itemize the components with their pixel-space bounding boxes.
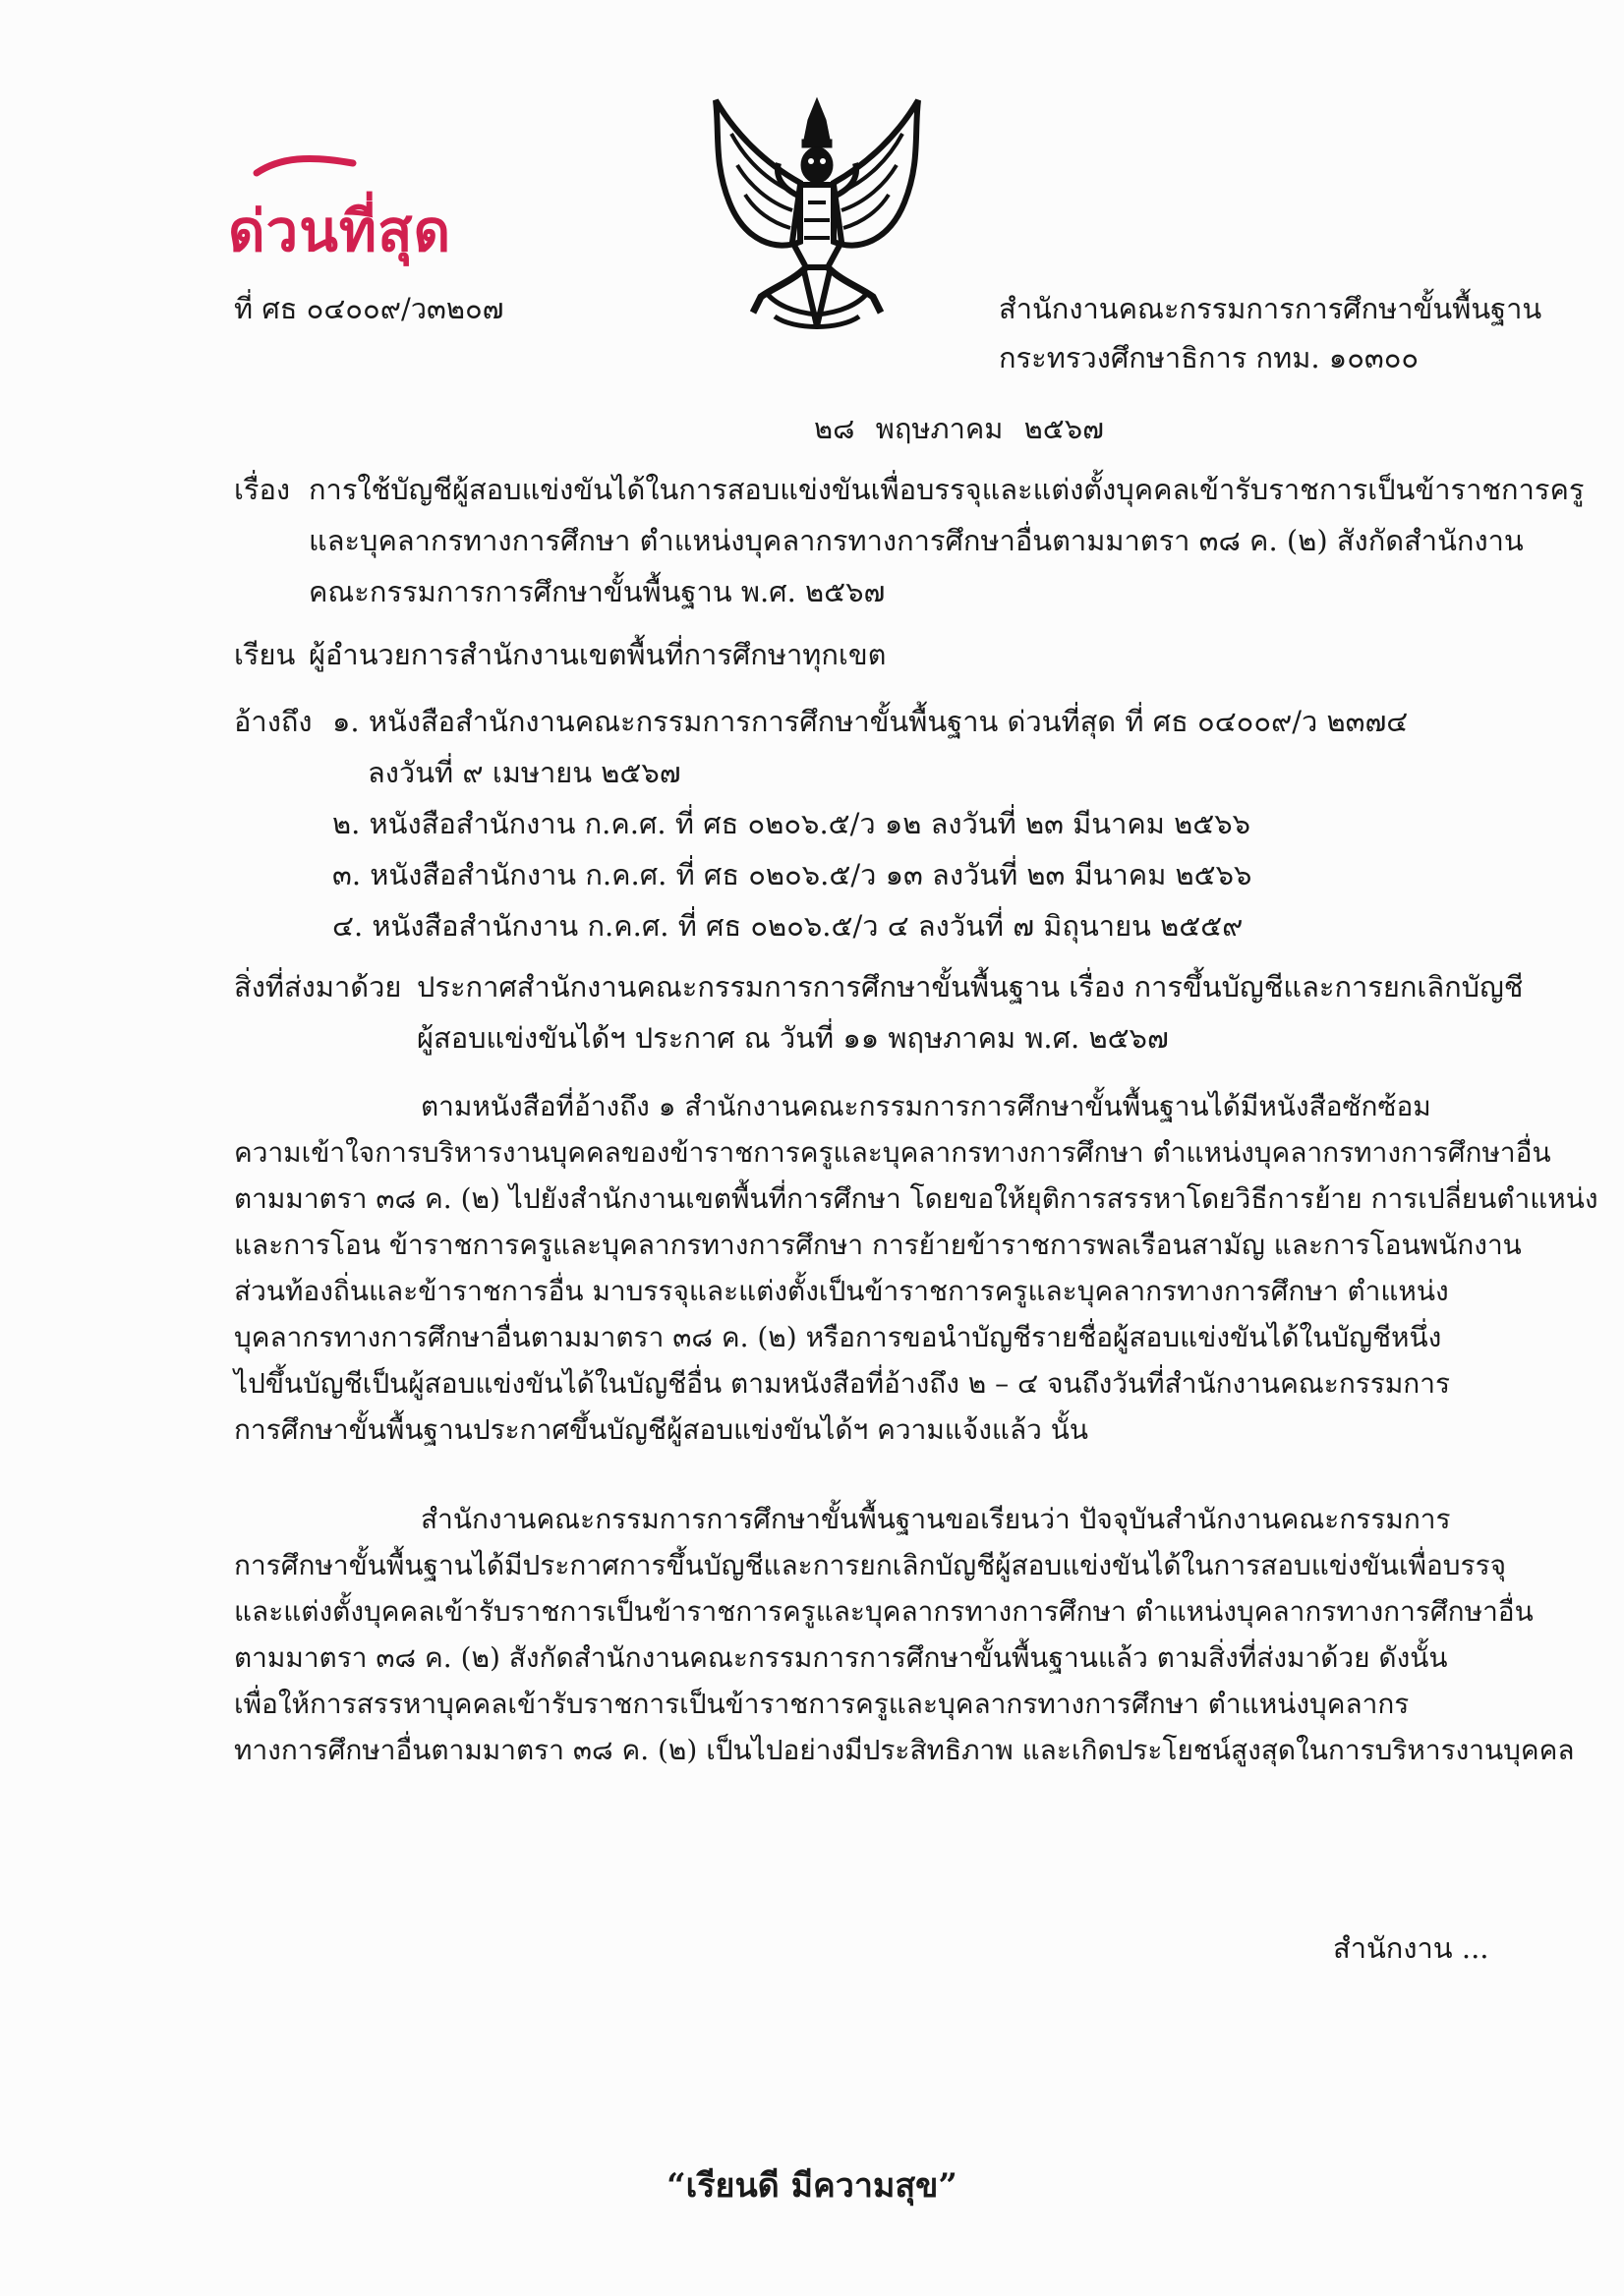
document-number: ที่ ศธ ๐๔๐๐๙/ว๓๒๐๗ — [234, 292, 504, 325]
paragraph-2-line: เพื่อให้การสรรหาบุคคลเข้ารับราชการเป็นข้าราชการครูและบุคลากรทางการศึกษา ตำแหน่งบุคลากร — [234, 1688, 1410, 1720]
paragraph-1-line: ไปขึ้นบัญชีเป็นผู้สอบแข่งขันได้ในบัญชีอื่น ตามหนังสือที่อ้างถึง ๒ – ๔ จนถึงวันที่สำนักงานคณะกรรมการ — [234, 1367, 1451, 1400]
footer-motto: “เรียนดี มีความสุข” — [667, 2166, 957, 2206]
reference-item-3: ๓. หนังสือสำนักงาน ก.ค.ศ. ที่ ศธ ๐๒๐๖.๕/ว ๑๓ ลงวันที่ ๒๓ มีนาคม ๒๕๖๖ — [332, 858, 1252, 891]
reference-item-1-date: ลงวันที่ ๙ เมษายน ๒๕๖๗ — [368, 756, 681, 789]
enclosure-line-1: ประกาศสำนักงานคณะกรรมการการศึกษาขั้นพื้นฐาน เรื่อง การขึ้นบัญชีและการยกเลิกบัญชี — [417, 970, 1524, 1004]
urgent-stamp: ด่วนที่สุด — [228, 198, 452, 264]
paragraph-1-line: ตามมาตรา ๓๘ ค. (๒) ไปยังสำนักงานเขตพื้นที่การศึกษา โดยขอให้ยุติการสรรหาโดยวิธีการย้าย การเปลี่ยนตำแหน่ง — [234, 1182, 1598, 1215]
recipient-label: เรียน — [234, 638, 296, 671]
issuer-line-1: สำนักงานคณะกรรมการการศึกษาขั้นพื้นฐาน — [999, 292, 1542, 325]
paragraph-2-line: และแต่งตั้งบุคคลเข้ารับราชการเป็นข้าราชการครูและบุคลากรทางการศึกษา ตำแหน่งบุคลากรทางการศึกษาอื่น — [234, 1595, 1534, 1628]
paragraph-1-line: บุคลากรทางการศึกษาอื่นตามมาตรา ๓๘ ค. (๒) หรือการขอนำบัญชีรายชื่อผู้สอบแข่งขันได้ในบัญชีหนึ่ง — [234, 1321, 1442, 1353]
stamp-swoosh-icon — [251, 153, 359, 181]
subject-line-3: คณะกรรมการการศึกษาขั้นพื้นฐาน พ.ศ. ๒๕๖๗ — [309, 575, 886, 608]
paragraph-2-line: ทางการศึกษาอื่นตามมาตรา ๓๘ ค. (๒) เป็นไปอย่างมีประสิทธิภาพ และเกิดประโยชน์สูงสุดในการบริหารงานบุคคล — [234, 1734, 1575, 1766]
paragraph-1-line: ความเข้าใจการบริหารงานบุคคลของข้าราชการครูและบุคลากรทางการศึกษา ตำแหน่งบุคลากรทางการศึกษาอื่น — [234, 1136, 1551, 1169]
references-label: อ้างถึง — [234, 705, 313, 738]
subject-line-1: การใช้บัญชีผู้สอบแข่งขันได้ในการสอบแข่งขันเพื่อบรรจุและแต่งตั้งบุคคลเข้ารับราชการเป็นข้าราชการครู — [309, 473, 1585, 506]
paragraph-2-line: ตามมาตรา ๓๘ ค. (๒) สังกัดสำนักงานคณะกรรมการการศึกษาขั้นพื้นฐานแล้ว ตามสิ่งที่ส่งมาด้วย ดังนั้น — [234, 1641, 1448, 1674]
paragraph-2-line: การศึกษาขั้นพื้นฐานได้มีประกาศการขึ้นบัญชีและการยกเลิกบัญชีผู้สอบแข่งขันได้ในการสอบแข่งขันเพื่อบรรจุ — [234, 1549, 1507, 1581]
reference-item-2: ๒. หนังสือสำนักงาน ก.ค.ศ. ที่ ศธ ๐๒๐๖.๕/ว ๑๒ ลงวันที่ ๒๓ มีนาคม ๒๕๖๖ — [332, 807, 1251, 840]
document-date: ๒๘ พฤษภาคม ๒๕๖๗ — [814, 412, 1104, 445]
body-paragraph-2 — [234, 1496, 1575, 1773]
enclosure-line-2: ผู้สอบแข่งขันได้ฯ ประกาศ ณ วันที่ ๑๑ พฤษภาคม พ.ศ. ๒๕๖๗ — [417, 1021, 1169, 1055]
paragraph-2-line: สำนักงานคณะกรรมการการศึกษาขั้นพื้นฐานขอเรียนว่า ปัจจุบันสำนักงานคณะกรรมการ — [421, 1503, 1451, 1535]
paragraph-1-line: ตามหนังสือที่อ้างถึง ๑ สำนักงานคณะกรรมการการศึกษาขั้นพื้นฐานได้มีหนังสือซักซ้อม — [421, 1090, 1431, 1122]
issuer-line-2: กระทรวงศึกษาธิการ กทม. ๑๐๓๐๐ — [999, 341, 1420, 374]
recipient-text: ผู้อำนวยการสำนักงานเขตพื้นที่การศึกษาทุกเขต — [309, 638, 887, 671]
subject-label: เรื่อง — [234, 473, 291, 506]
enclosure-label: สิ่งที่ส่งมาด้วย — [234, 970, 402, 1004]
paragraph-1-line: ส่วนท้องถิ่นและข้าราชการอื่น มาบรรจุและแต่งตั้งเป็นข้าราชการครูและบุคลากรทางการศึกษา ตำแหน่ง — [234, 1275, 1449, 1307]
continuation-marker: สำนักงาน ... — [1333, 1931, 1489, 1965]
paragraph-1-line: การศึกษาขั้นพื้นฐานประกาศขึ้นบัญชีผู้สอบแข่งขันได้ฯ ความแจ้งแล้ว นั้น — [234, 1413, 1089, 1446]
garuda-emblem-icon — [706, 94, 928, 332]
subject-line-2: และบุคลากรทางการศึกษา ตำแหน่งบุคลากรทางการศึกษาอื่นตามมาตรา ๓๘ ค. (๒) สังกัดสำนักงาน — [309, 524, 1524, 557]
reference-item-4: ๔. หนังสือสำนักงาน ก.ค.ศ. ที่ ศธ ๐๒๐๖.๕/ว ๔ ลงวันที่ ๗ มิถุนายน ๒๕๕๙ — [332, 909, 1244, 943]
body-paragraph-1 — [234, 1083, 1598, 1453]
reference-item-1: ๑. หนังสือสำนักงานคณะกรรมการการศึกษาขั้นพื้นฐาน ด่วนที่สุด ที่ ศธ ๐๔๐๐๙/ว ๒๓๗๔ — [332, 705, 1409, 738]
paragraph-1-line: และการโอน ข้าราชการครูและบุคลากรทางการศึกษา การย้ายข้าราชการพลเรือนสามัญ และการโอนพนักงาน — [234, 1229, 1522, 1261]
